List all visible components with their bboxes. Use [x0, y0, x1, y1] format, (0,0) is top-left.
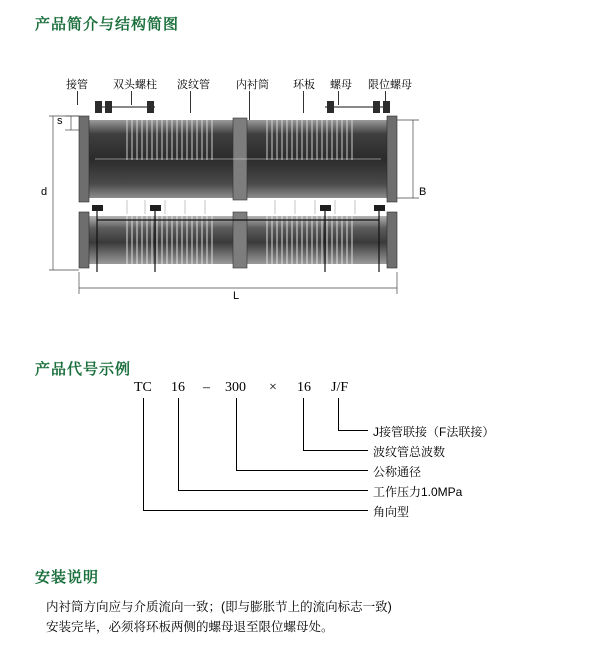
- code-token-4: ×: [269, 380, 277, 395]
- code-desc-0: J接管联接（F法联接）: [373, 425, 495, 439]
- callout-label-2: 波纹管: [177, 79, 210, 91]
- code-leader-h-2: [236, 470, 368, 471]
- code-token-2: –: [203, 380, 210, 395]
- section-title-install: 安装说明: [35, 569, 100, 586]
- section-title-structure: 产品简介与结构简图: [35, 16, 180, 33]
- code-token-3: 300: [225, 380, 246, 395]
- code-leader-v-3: [178, 398, 179, 490]
- code-desc-3: 工作压力1.0MPa: [373, 485, 463, 499]
- install-note-line-0: 内衬筒方向应与介质流向一致；(即与膨胀节上的流向标志一致): [46, 600, 392, 614]
- dimension-label-s: s: [57, 115, 63, 127]
- callout-label-1: 双头螺柱: [113, 79, 157, 91]
- install-note-line-1: 安装完毕，必须将环板两侧的螺母退至限位螺母处。: [46, 620, 334, 634]
- callout-label-6: 限位螺母: [368, 79, 412, 91]
- code-leader-h-0: [338, 430, 368, 431]
- code-desc-2: 公称通径: [373, 465, 422, 479]
- code-leader-h-1: [303, 450, 368, 451]
- callout-label-0: 接管: [66, 79, 88, 91]
- expansion-joint-drawing: [35, 60, 565, 310]
- section-title-code: 产品代号示例: [35, 361, 132, 378]
- code-leader-v-2: [236, 398, 237, 470]
- code-token-1: 16: [171, 380, 185, 395]
- code-leader-v-1: [303, 398, 304, 450]
- callout-label-4: 环板: [293, 79, 315, 91]
- dimension-label-d: d: [41, 186, 48, 198]
- dimension-label-L: L: [233, 290, 240, 302]
- code-token-6: J/F: [331, 380, 349, 395]
- callout-label-5: 螺母: [330, 79, 352, 91]
- code-token-5: 16: [297, 380, 311, 395]
- callout-label-3: 内衬筒: [236, 79, 269, 91]
- product-code-diagram: [35, 380, 565, 550]
- code-leader-v-4: [143, 398, 144, 510]
- structure-diagram: [35, 60, 565, 310]
- install-notes: [46, 597, 566, 637]
- code-leader-v-0: [338, 398, 339, 430]
- code-leader-h-4: [143, 510, 368, 511]
- code-desc-4: 角向型: [373, 505, 410, 519]
- code-desc-1: 波纹管总波数: [373, 445, 446, 459]
- code-leader-h-3: [178, 490, 368, 491]
- code-token-0: TC: [134, 380, 152, 395]
- dimension-label-B: B: [419, 186, 427, 198]
